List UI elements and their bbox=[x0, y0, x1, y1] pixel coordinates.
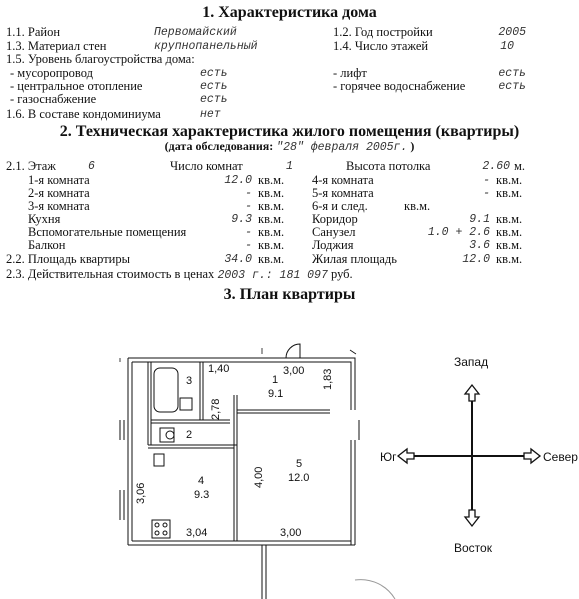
compass-east: Восток bbox=[454, 541, 492, 555]
ceiling-label: Высота потолка bbox=[346, 159, 431, 173]
aux-label: Вспомогательные помещения bbox=[28, 225, 187, 239]
balcony-label: Балкон bbox=[28, 238, 66, 252]
room6-label: 6-я и след. bbox=[312, 199, 368, 213]
dim-3-06: 3,06 bbox=[135, 482, 147, 504]
arrow-left-icon bbox=[398, 449, 414, 463]
gas-label: - газоснабжение bbox=[10, 92, 97, 106]
room5-value: - bbox=[483, 187, 490, 200]
bath-unit: кв.м. bbox=[496, 225, 523, 239]
area-value: 34.0 bbox=[224, 253, 252, 266]
room6-unit: кв.м. bbox=[404, 199, 431, 213]
gas-value: есть bbox=[200, 93, 228, 106]
plan-balcony-wall bbox=[262, 545, 266, 599]
survey-suffix: ) bbox=[410, 139, 415, 153]
hotwater-label: - горячее водоснабжение bbox=[333, 79, 466, 93]
balcony-arc bbox=[355, 580, 395, 599]
corridor-unit: кв.м. bbox=[496, 212, 523, 226]
district-value: Первомайский bbox=[154, 26, 237, 39]
floors-label: 1.4. Число этажей bbox=[333, 39, 429, 53]
toilet-bowl bbox=[166, 431, 174, 439]
loggia-label: Лоджия bbox=[312, 238, 354, 252]
garbage-label: - мусоропровод bbox=[10, 66, 94, 80]
walls-label: 1.3. Материал стен bbox=[6, 39, 107, 53]
condo-label: 1.6. В составе кондоминиума bbox=[6, 107, 161, 121]
survey-date: "28" февраля 2005г. bbox=[276, 141, 408, 154]
loggia-unit: кв.м. bbox=[496, 238, 523, 252]
living-label: Жилая площадь bbox=[312, 252, 397, 266]
cost-value: 2003 г.: 181 097 bbox=[217, 269, 328, 282]
bathtub bbox=[154, 368, 178, 412]
district-label: 1.1. Район bbox=[6, 25, 61, 39]
room1-unit: кв.м. bbox=[258, 173, 285, 187]
room2-value: - bbox=[245, 187, 252, 200]
window-left-1 bbox=[120, 420, 124, 440]
room5-num: 5 bbox=[296, 458, 303, 470]
arrow-up-icon bbox=[465, 385, 479, 401]
plan-top-wall bbox=[128, 358, 355, 410]
loggia-value: 3.6 bbox=[469, 239, 490, 252]
elevator-value: есть bbox=[498, 67, 526, 80]
room2-num: 2 bbox=[186, 429, 193, 441]
floors-value: 10 bbox=[500, 40, 514, 53]
room3-value: - bbox=[245, 200, 252, 213]
plan-mid-wall bbox=[234, 395, 237, 541]
dim-3-00-top: 3,00 bbox=[283, 365, 305, 377]
living-value: 12.0 bbox=[462, 253, 490, 266]
section3-title: 3. План квартиры bbox=[223, 286, 356, 303]
compass bbox=[410, 398, 530, 512]
walls-value: крупнопанельный bbox=[154, 40, 258, 53]
dim-2-78: 2,78 bbox=[210, 398, 222, 420]
garbage-value: есть bbox=[200, 67, 228, 80]
room1-area: 9.1 bbox=[268, 388, 284, 400]
arrow-down-icon bbox=[465, 510, 479, 526]
dim-1-40: 1,40 bbox=[208, 363, 230, 375]
plan-bottom-wall bbox=[128, 541, 355, 545]
elevator-label: - лифт bbox=[333, 66, 367, 80]
corridor-value: 9.1 bbox=[469, 213, 490, 226]
room4-value: - bbox=[483, 174, 490, 187]
balcony-value: - bbox=[245, 239, 252, 252]
survey-prefix: (дата обследования: bbox=[164, 139, 274, 153]
compass-west: Запад bbox=[454, 355, 489, 369]
plan-kitchen-top-wall bbox=[148, 445, 237, 448]
bath-label: Санузел bbox=[312, 225, 356, 239]
sink bbox=[180, 398, 192, 410]
kitchen-label: Кухня bbox=[28, 212, 61, 226]
section1-title: 1. Характеристика дома bbox=[202, 4, 377, 21]
room4-area: 9.3 bbox=[194, 489, 210, 501]
rooms-value: 1 bbox=[286, 160, 293, 173]
plan-right-wall bbox=[351, 440, 355, 545]
arrow-right-icon bbox=[524, 449, 540, 463]
cost-label: 2.3. Действительная стоимость в ценах bbox=[6, 267, 215, 281]
room3-label: 3-я комната bbox=[28, 199, 90, 213]
toilet bbox=[160, 428, 174, 442]
room5-label: 5-я комната bbox=[312, 186, 374, 200]
hotwater-value: есть bbox=[498, 80, 526, 93]
compass-south: Юг bbox=[380, 450, 397, 464]
balcony-unit: кв.м. bbox=[258, 238, 285, 252]
bath-value: 1.0 + 2.6 bbox=[427, 226, 490, 239]
room1-num: 1 bbox=[272, 374, 279, 386]
heating-label: - центральное отопление bbox=[10, 79, 143, 93]
aux-value: - bbox=[245, 226, 252, 239]
cost-unit: руб. bbox=[330, 267, 353, 281]
entrance-door bbox=[286, 344, 300, 358]
room3-unit: кв.м. bbox=[258, 199, 285, 213]
window-left-2 bbox=[120, 490, 124, 520]
room1-value: 12.0 bbox=[224, 174, 252, 187]
rooms-label: Число комнат bbox=[170, 159, 243, 173]
amenities-label: 1.5. Уровень благоустройства дома: bbox=[6, 52, 195, 66]
plan-bath-wall bbox=[148, 362, 151, 445]
heating-value: есть bbox=[200, 80, 228, 93]
room4-unit: кв.м. bbox=[496, 173, 523, 187]
room3-num: 3 bbox=[186, 375, 193, 387]
area-unit: кв.м. bbox=[258, 252, 285, 266]
ceiling-unit: м. bbox=[514, 159, 526, 173]
aux-unit: кв.м. bbox=[258, 225, 285, 239]
plan-corridor-wall bbox=[237, 410, 330, 413]
year-label: 1.2. Год постройки bbox=[333, 25, 433, 39]
dim-4-00: 4,00 bbox=[253, 466, 265, 488]
floor-value: 6 bbox=[88, 160, 95, 173]
kitchen-value: 9.3 bbox=[231, 213, 252, 226]
dim-3-00-bottom: 3,00 bbox=[280, 527, 302, 539]
dim-3-04: 3,04 bbox=[186, 527, 208, 539]
area-label: 2.2. Площадь квартиры bbox=[6, 252, 130, 266]
room2-label: 2-я комната bbox=[28, 186, 90, 200]
plan-left-wall bbox=[128, 358, 132, 545]
year-value: 2005 bbox=[498, 26, 526, 39]
kitchen-sink bbox=[154, 454, 164, 466]
condo-value: нет bbox=[200, 108, 221, 121]
ceiling-value: 2.60 bbox=[482, 160, 510, 173]
corridor-label: Коридор bbox=[312, 212, 358, 226]
room1-label: 1-я комната bbox=[28, 173, 90, 187]
living-unit: кв.м. bbox=[496, 252, 523, 266]
floor-label: 2.1. Этаж bbox=[6, 159, 56, 173]
stove bbox=[152, 520, 170, 538]
room2-unit: кв.м. bbox=[258, 186, 285, 200]
room5-area: 12.0 bbox=[288, 472, 310, 484]
dim-1-83: 1,83 bbox=[322, 368, 334, 390]
kitchen-unit: кв.м. bbox=[258, 212, 285, 226]
room4-label: 4-я комната bbox=[312, 173, 374, 187]
room4-num: 4 bbox=[198, 475, 205, 487]
compass-north: Север bbox=[543, 450, 578, 464]
plan-bath-divider bbox=[200, 362, 203, 420]
room5-unit: кв.м. bbox=[496, 186, 523, 200]
section2-title: 2. Техническая характеристика жилого помещения (квартиры) bbox=[59, 123, 520, 140]
